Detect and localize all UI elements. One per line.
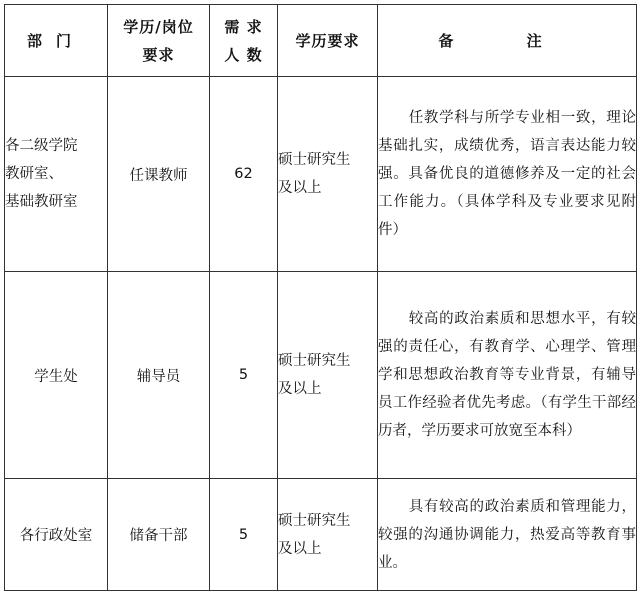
- count-cell: 5: [210, 479, 278, 591]
- education-line: 及以上: [278, 540, 322, 557]
- header-remarks: 备 注: [378, 5, 637, 77]
- header-row: [5, 5, 637, 77]
- header-count-line2: 人 数: [224, 45, 263, 64]
- table-row: [5, 272, 637, 479]
- education-cell: [278, 479, 378, 591]
- education-cell: [278, 77, 378, 272]
- table-row: [5, 479, 637, 591]
- dept-line: 学生处: [34, 368, 78, 385]
- remarks-cell: [378, 479, 637, 591]
- position-cell: 辅导员: [108, 272, 210, 479]
- dept-cell: [5, 272, 108, 479]
- remarks-text: 任教学科与所学专业相一致，理论基础扎实，成绩优秀，语言表达能力较强。具备优良的道德修养及一定的社会工作能力。（具体学科及专业要求见附件）: [378, 110, 636, 238]
- education-line: 硕士研究生: [278, 512, 351, 529]
- header-position-line1: 学历/岗位: [123, 17, 194, 36]
- dept-cell: [5, 479, 108, 591]
- header-count: [210, 5, 278, 77]
- dept-line: 教研室、: [5, 166, 63, 182]
- header-education: 学历要求: [278, 5, 378, 77]
- education-line: 硕士研究生: [278, 152, 351, 168]
- table-row: [5, 77, 637, 272]
- dept-line: 基础教研室: [5, 194, 78, 210]
- header-position-line2: 要求: [142, 45, 175, 64]
- education-line: 硕士研究生: [278, 353, 351, 369]
- education-line: 及以上: [278, 180, 322, 196]
- dept-line: 各二级学院: [5, 138, 78, 154]
- header-position: [108, 5, 210, 77]
- dept-line: 各行政处室: [19, 528, 93, 544]
- position-cell: 任课教师: [108, 77, 210, 272]
- remarks-cell: [378, 272, 637, 479]
- education-cell: [278, 272, 378, 479]
- education-line: 及以上: [278, 381, 322, 397]
- header-count-line1: 需 求: [224, 17, 263, 36]
- dept-cell: [5, 77, 108, 272]
- count-cell: 5: [210, 272, 278, 479]
- remarks-cell: [378, 77, 637, 272]
- remarks-text: 较高的政治素质和思想水平，有较强的责任心，有教育学、心理学、管理学和思想政治教育等专业背景，有辅导员工作经验者优先考虑。（有学生干部经历者，学历要求可放宽至本科）: [378, 311, 636, 439]
- header-dept: 部门: [5, 5, 108, 77]
- count-cell: 62: [210, 77, 278, 272]
- remarks-text: 具有较高的政治素质和管理能力，较强的沟通协调能力，热爱高等教育事业。: [378, 498, 636, 571]
- recruitment-table: [4, 4, 637, 591]
- position-cell: 储备干部: [108, 479, 210, 591]
